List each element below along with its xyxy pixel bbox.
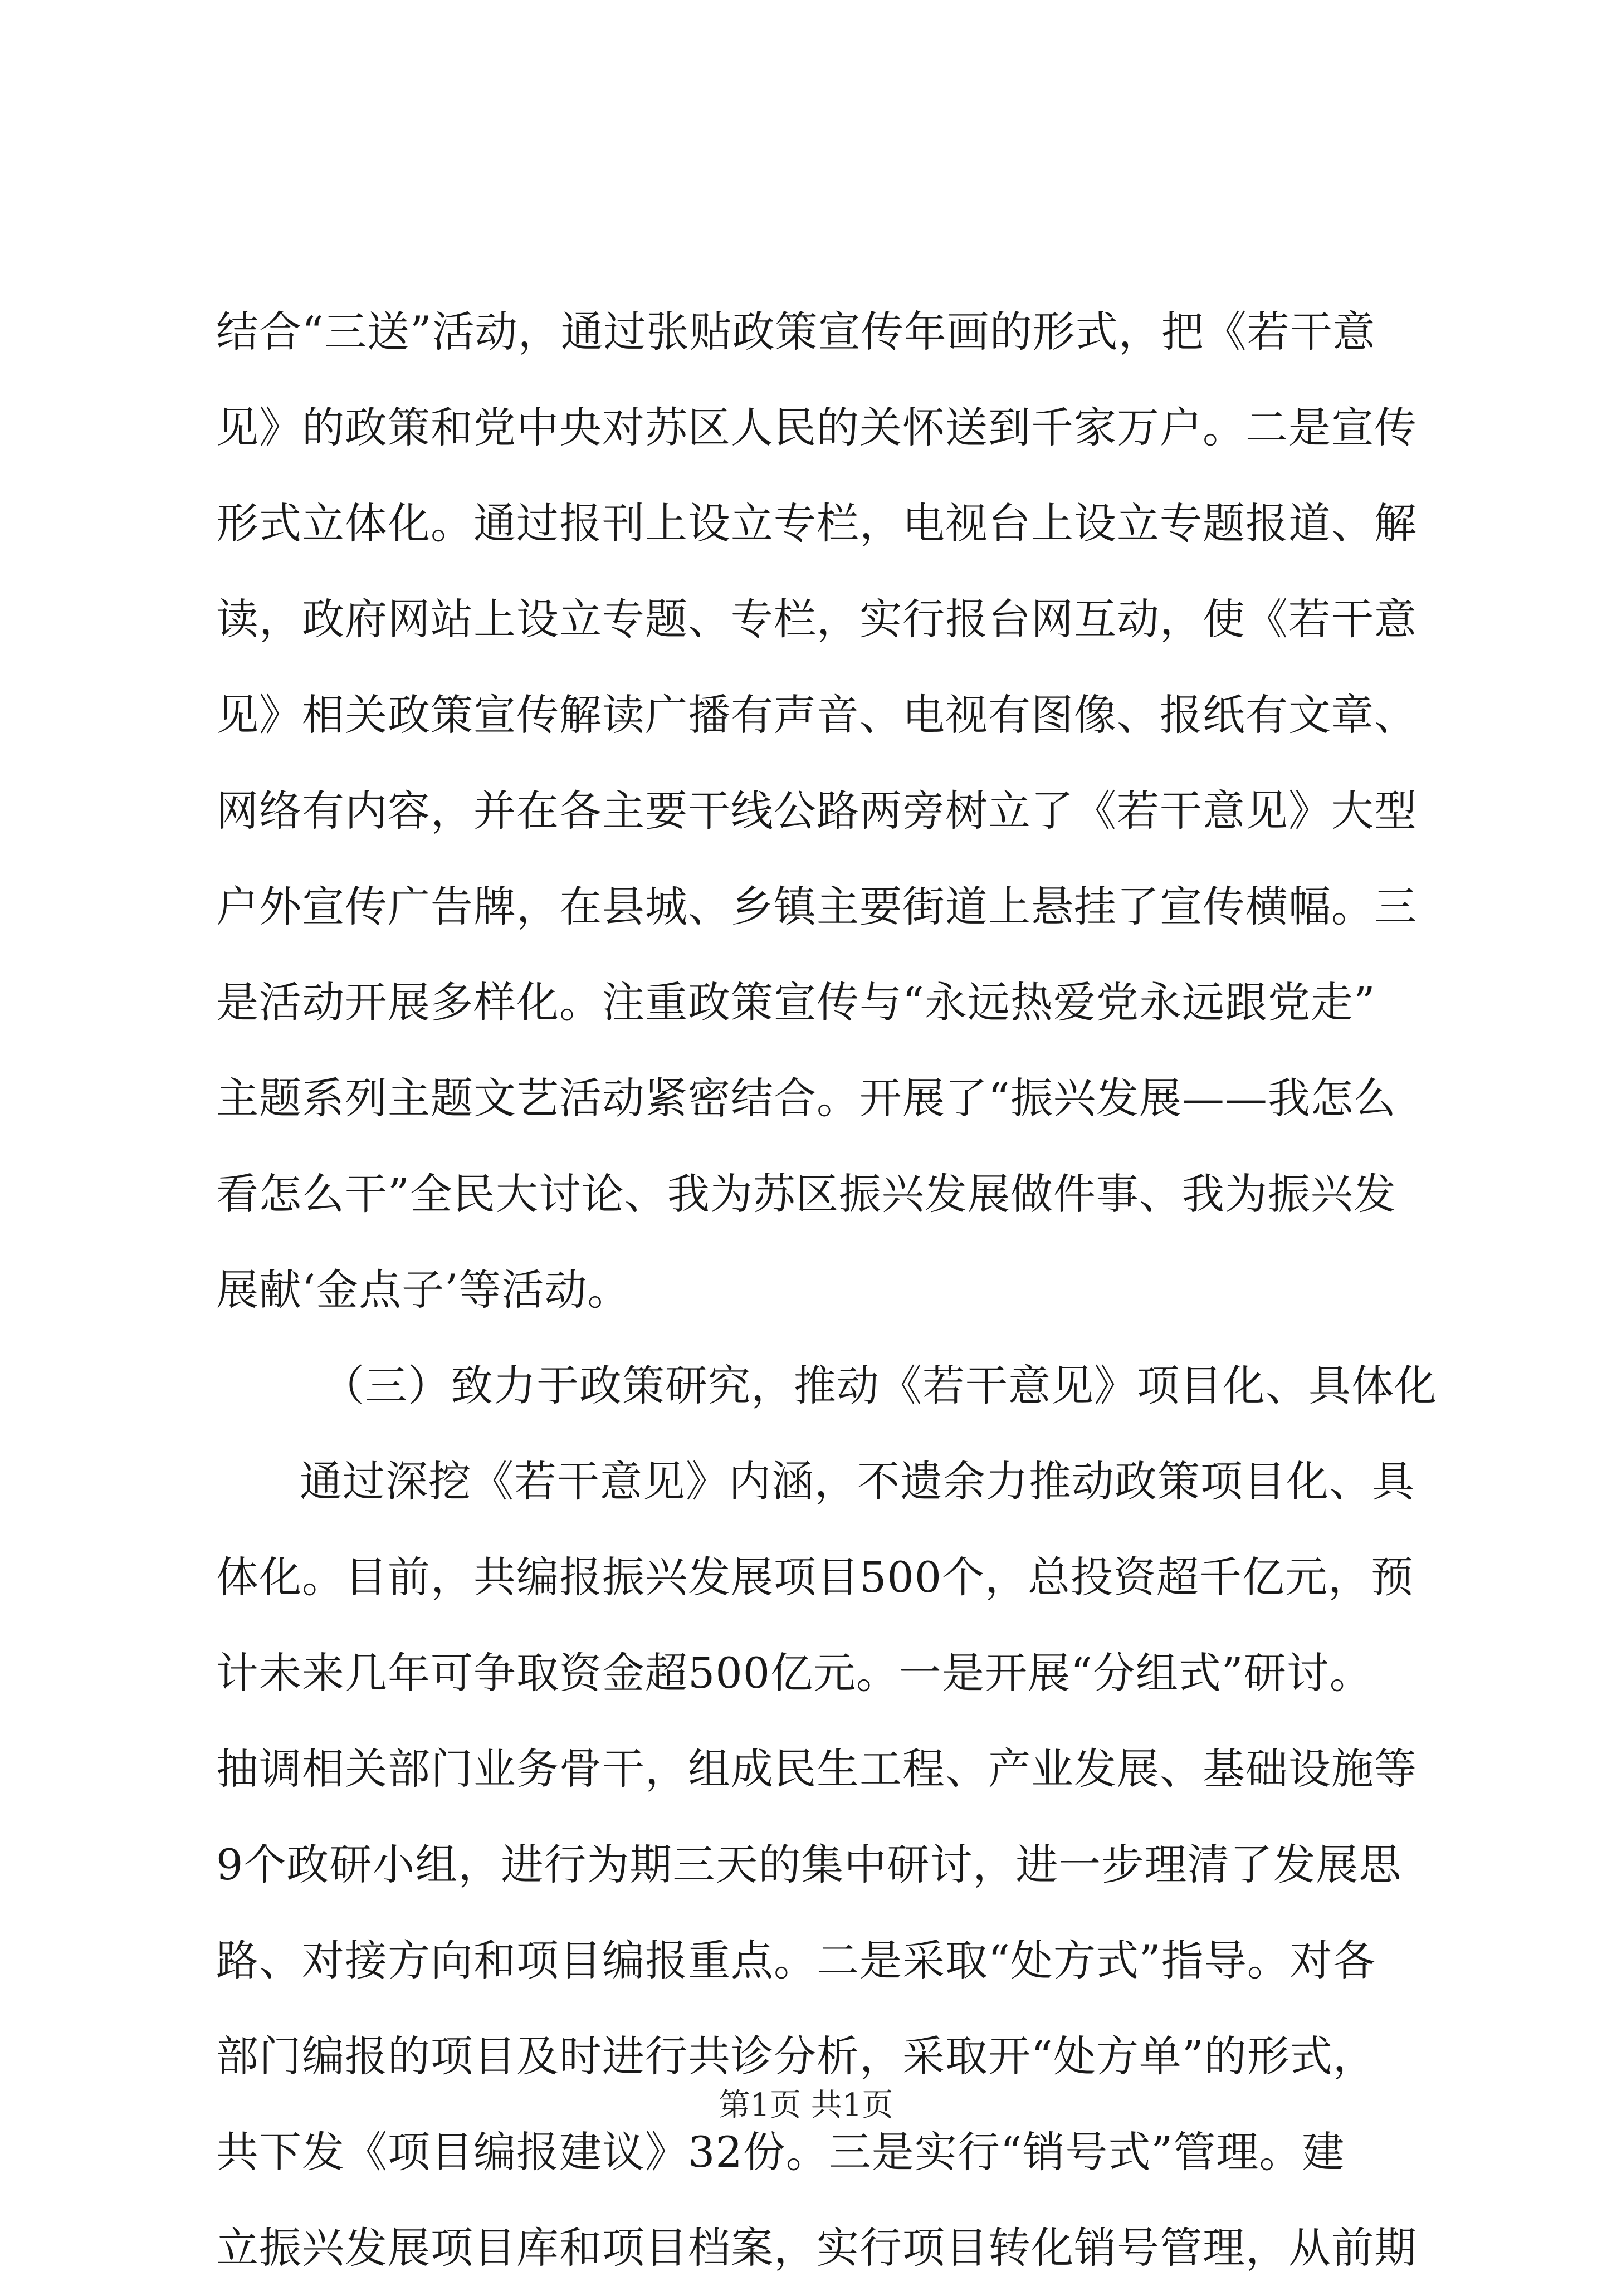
text-line: 主题系列主题文艺活动紧密结合。开展了“振兴发展——我怎么	[216, 1073, 1396, 1123]
text-line: 体化。目前，共编报振兴发展项目500个，总投资超千亿元，预	[216, 1552, 1414, 1602]
text-line: 户外宣传广告牌，在县城、乡镇主要街道上悬挂了宣传横幅。三	[216, 882, 1417, 931]
text-line: 共下发《项目编报建议》32份。三是实行“销号式”管理。建	[216, 2127, 1345, 2177]
document-body	[216, 284, 1437, 2296]
text-line: 结合“三送”活动，通过张贴政策宣传年画的形式，把《若干意	[216, 307, 1376, 356]
text-line: 读，政府网站上设立专题、专栏，实行报台网互动，使《若干意	[216, 594, 1417, 644]
text-line: 部门编报的项目及时进行共诊分析，采取开“处方单”的形式，	[216, 2031, 1376, 2081]
text-line: 网络有内容，并在各主要干线公路两旁树立了《若干意见》大型	[216, 786, 1417, 836]
text-line: 见》相关政策宣传解读广播有声音、电视有图像、报纸有文章、	[216, 690, 1417, 740]
text-line: 通过深挖《若干意见》内涵，不遗余力推动政策项目化、具	[300, 1457, 1415, 1506]
text-line: 抽调相关部门业务骨干，组成民生工程、产业发展、基础设施等	[216, 1744, 1417, 1794]
text-line: 计未来几年可争取资金超500亿元。一是开展“分组式”研讨。	[216, 1648, 1372, 1698]
section-heading: （三）致力于政策研究，推动《若干意见》项目化、具体化	[322, 1361, 1437, 1410]
text-line: 立振兴发展项目库和项目档案，实行项目转化销号管理，从前期	[216, 2223, 1417, 2273]
text-line: 见》的政策和党中央对苏区人民的关怀送到千家万户。二是宣传	[216, 403, 1417, 452]
text-line: 看怎么干”全民大讨论、我为苏区振兴发展做件事、我为振兴发	[216, 1169, 1396, 1219]
text-line: 路、对接方向和项目编报重点。二是采取“处方式”指导。对各	[216, 1936, 1376, 1985]
page-number-footer: 第1页 共1页	[719, 2087, 893, 2123]
text-line: 展献‘金点子’等活动。	[216, 1265, 631, 1315]
text-line: 9个政研小组，进行为期三天的集中研讨，进一步理清了发展思	[216, 1840, 1402, 1889]
text-line: 形式立体化。通过报刊上设立专栏，电视台上设立专题报道、解	[216, 499, 1417, 548]
text-line: 是活动开展多样化。注重政策宣传与“永远热爱党永远跟党走”	[216, 978, 1376, 1027]
